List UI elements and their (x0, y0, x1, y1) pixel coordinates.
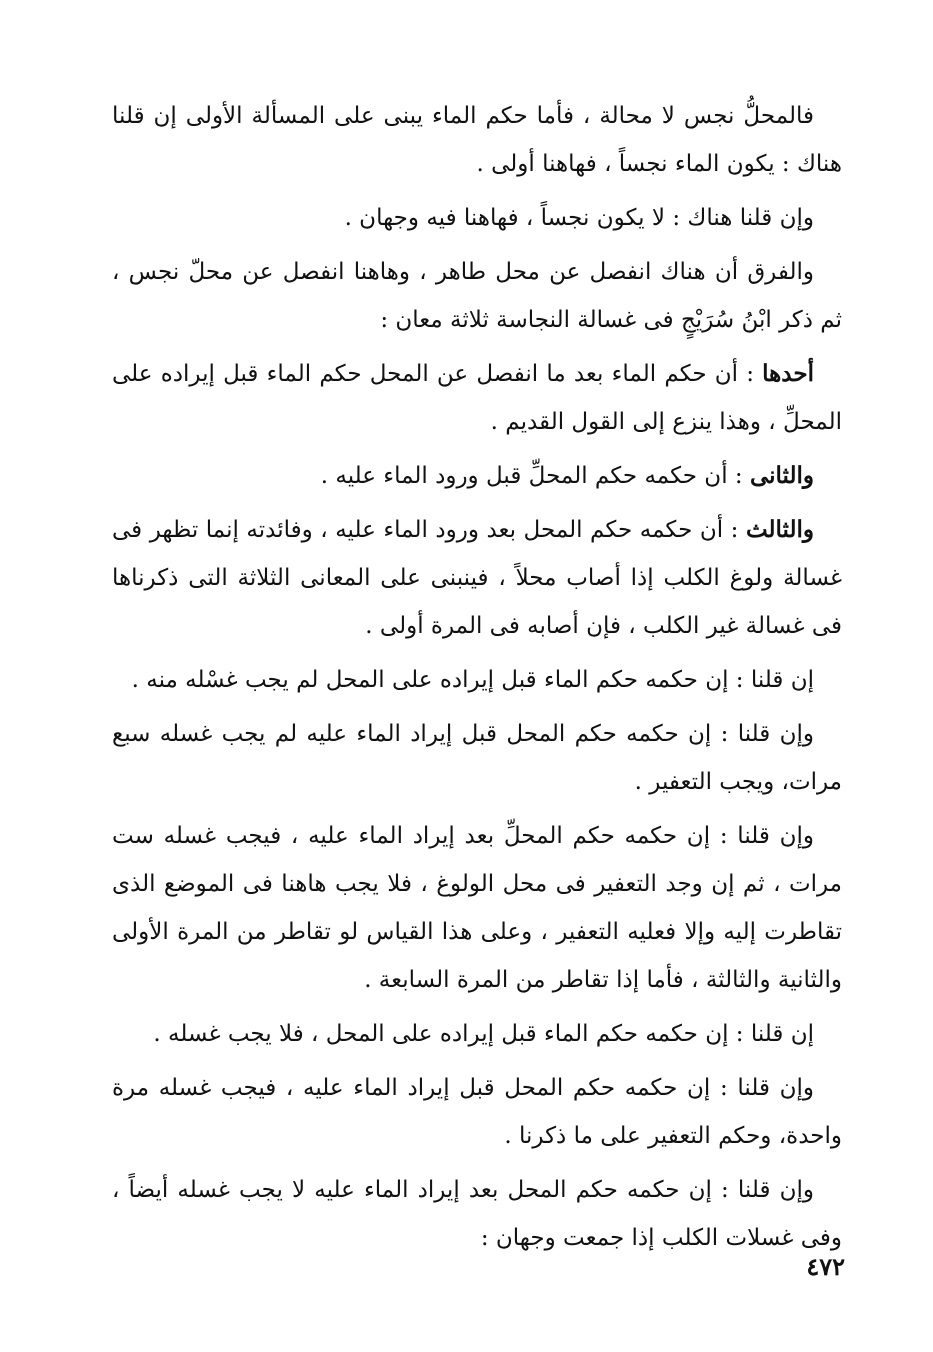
paragraph-8: وإن قلنا : إن حكمه حكم المحل قبل إيراد الماء عليه لم يجب غسله سبع مرات، ويجب التعفير . (112, 721, 842, 795)
paragraph-lead-word: والثالث (745, 516, 814, 543)
paragraph-2: وإن قلنا هناك : لا يكون نجساً ، فهاهنا فيه وجهان . (344, 205, 814, 231)
paragraph-9: وإن قلنا : إن حكمه حكم المحلِّ بعد إيراد الماء عليه ، فيجب غسله ست مرات ، ثم إن وجد التعفير فى محل الولوغ ، فلا يجب هاهنا فى الموضع الذى تقاطرت إليه وإلا فعليه التعفير ، وعلى هذا القياس لو تقاطر من المرة الأولى والثانية والثالثة ، فأما إذا تقاطر من المرة السابعة . (112, 823, 842, 993)
page-number: ٤٧٢ (806, 1252, 845, 1281)
paragraph-11: وإن قلنا : إن حكمه حكم المحل قبل إيراد الماء عليه ، فيجب غسله مرة واحدة، وحكم التعفير على ما ذكرنا . (112, 1075, 842, 1149)
page-body-text (112, 92, 842, 1268)
paragraph-1: فالمحلُّ نجس لا محالة ، فأما حكم الماء يبنى على المسألة الأولى إن قلنا هناك : يكون الماء نجساً ، فهاهنا أولى . (112, 103, 842, 177)
paragraph-12: وإن قلنا : إن حكمه حكم المحل بعد إيراد الماء عليه لا يجب غسله أيضاً ، وفى غسلات الكلب إذا جمعت وجهان : (112, 1177, 842, 1251)
paragraph-5: والثانى : أن حكمه حكم المحلِّ قبل ورود الماء عليه . (320, 462, 814, 489)
paragraph-3: والفرق أن هناك انفصل عن محل طاهر ، وهاهنا انفصل عن محلّ نجس ، ثم ذكر ابْنُ سُرَيْجٍ فى غسالة النجاسة ثلاثة معان : (112, 259, 842, 333)
paragraph-6: والثالث : أن حكمه حكم المحل بعد ورود الماء عليه ، وفائدته إنما تظهر فى غسالة ولوغ الكلب إذا أصاب محلاً ، فينبنى على المعانى الثلاثة التى ذكرناها فى غسالة غير الكلب ، فإن أصابه فى المرة أولى . (112, 516, 842, 639)
paragraph-4: أحدها : أن حكم الماء بعد ما انفصل عن المحل حكم الماء قبل إيراده على المحلِّ ، وهذا ينزع إلى القول القديم . (112, 360, 842, 435)
paragraph-lead-word: والثانى (749, 462, 814, 489)
paragraph-10: إن قلنا : إن حكمه حكم الماء قبل إيراده على المحل ، فلا يجب غسله . (153, 1021, 814, 1047)
paragraph-7: إن قلنا : إن حكمه حكم الماء قبل إيراده على المحل لم يجب غسْله منه . (131, 667, 814, 693)
paragraph-lead-word: أحدها (762, 360, 814, 387)
